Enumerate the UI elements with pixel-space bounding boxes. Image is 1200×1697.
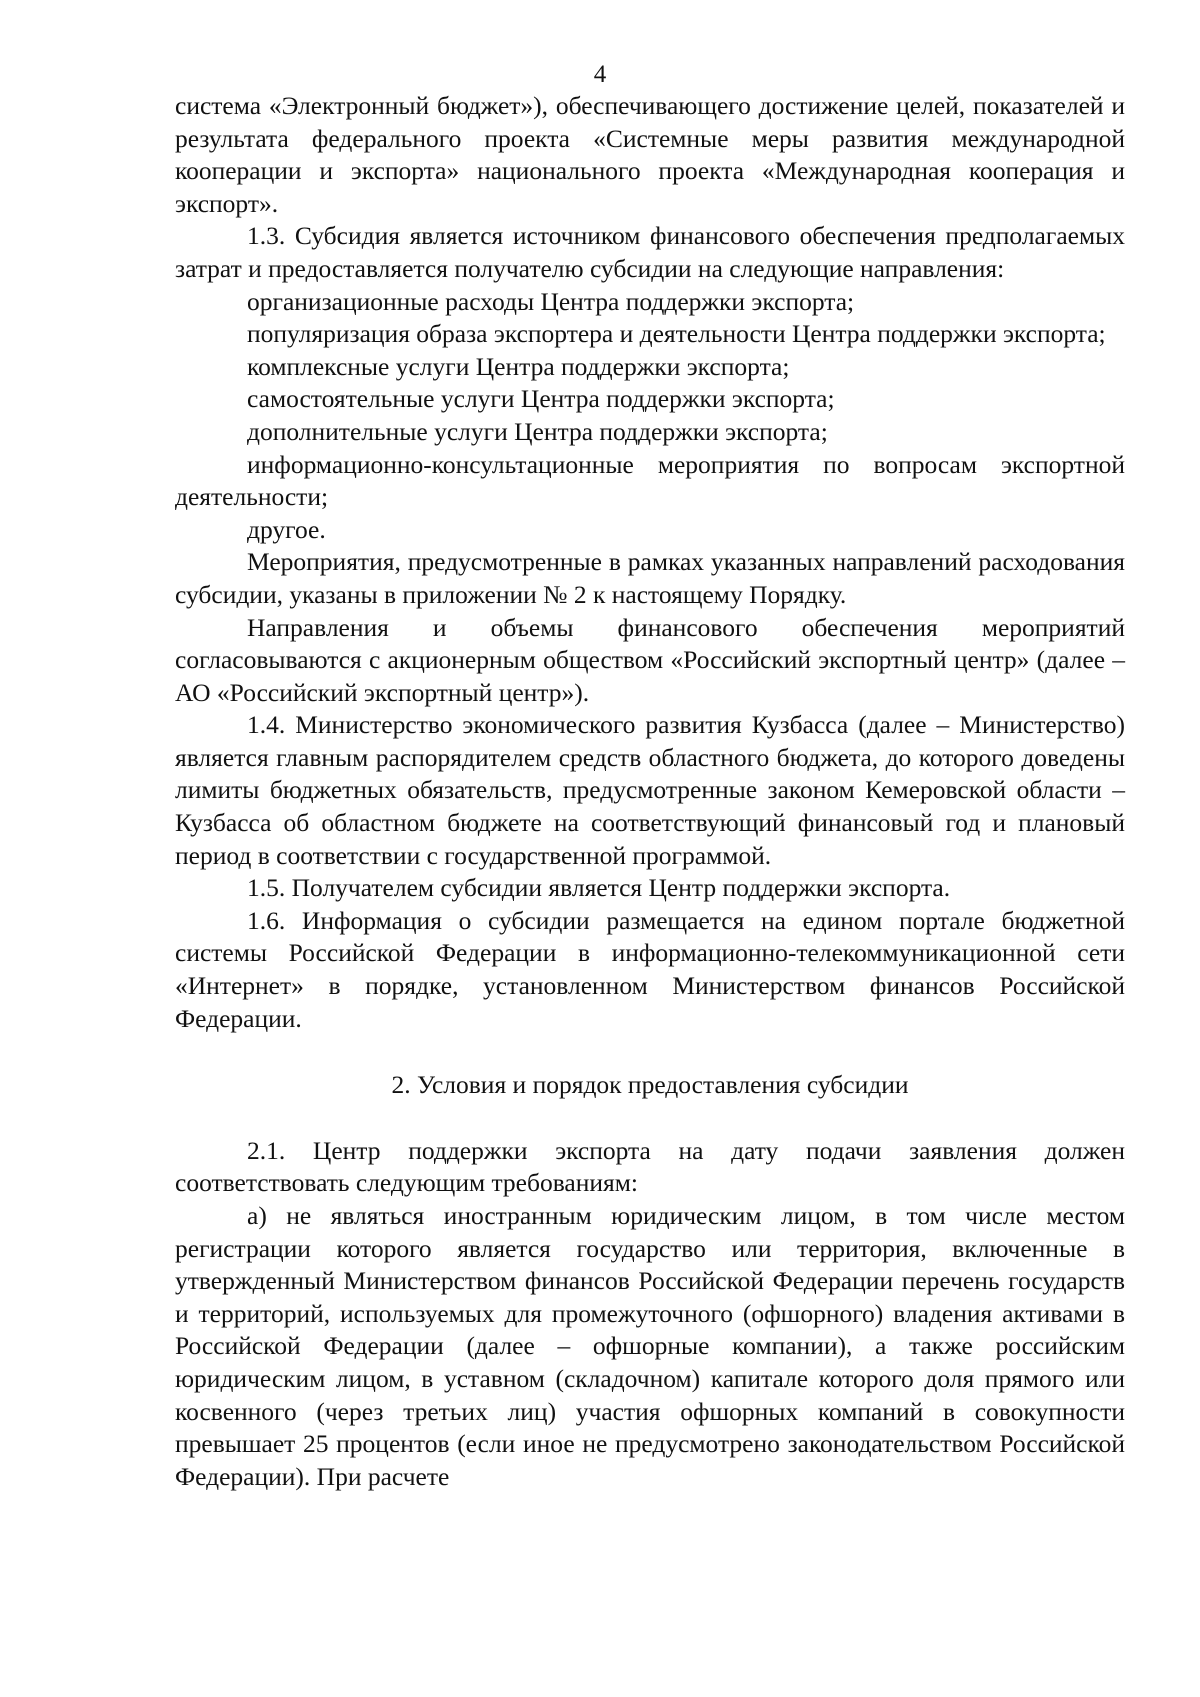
paragraph-1-3: 1.3. Субсидия является источником финансового обеспечения предполагаемых затрат и предоставляется получателю субсидии на следующие направления: bbox=[175, 221, 1125, 283]
list-item-popularization: популяризация образа экспортера и деятельности Центра поддержки экспорта; bbox=[247, 319, 1106, 349]
list-item-consulting-events: информационно-консультационные мероприятия по вопросам экспортной деятельности; bbox=[175, 449, 1125, 512]
document-body bbox=[175, 90, 1125, 1493]
page-number: 4 bbox=[593, 61, 607, 88]
list-item-organizational-expenses: организационные расходы Центра поддержки экспорта; bbox=[247, 286, 855, 316]
paragraph-2-1: 2.1. Центр поддержки экспорта на дату подачи заявления должен соответствовать следующим требованиям: bbox=[175, 1135, 1125, 1198]
list-item-complex-services: комплексные услуги Центра поддержки экспорта; bbox=[247, 351, 790, 381]
list-item-additional-services: дополнительные услуги Центра поддержки экспорта; bbox=[247, 416, 828, 446]
paragraph-1-5: 1.5. Получателем субсидии является Центр поддержки экспорта. bbox=[247, 873, 951, 903]
paragraph-events-appendix: Мероприятия, предусмотренные в рамках указанных направлений расходования субсидии, указаны в приложении № 2 к настоящему Порядку. bbox=[175, 547, 1125, 609]
list-item-other: другое. bbox=[247, 514, 326, 544]
section-heading: 2. Условия и порядок предоставления субсидии bbox=[391, 1070, 909, 1100]
paragraph-directions-volumes: Направления и объемы финансового обеспечения мероприятий согласовываются с акционерным обществом «Российский экспортный центр» (далее – АО «Российский экспортный центр»). bbox=[175, 612, 1125, 707]
paragraph-continuation: система «Электронный бюджет»), обеспечивающего достижение целей, показателей и результата федерального проекта «Системные меры развития международной кооперации и экспорта» национального проекта «Международная кооперация и экспорт». bbox=[175, 91, 1125, 218]
paragraph-1-4: 1.4. Министерство экономического развития Кузбасса (далее – Министерство) является главным распорядителем средств областного бюджета, до которого доведены лимиты бюджетных обязательств, предусмотренные законом Кемеровской области – Кузбасса об областном бюджете на соответствующий финансовый год и плановый период в соответствии с государственной программой. bbox=[175, 710, 1125, 870]
paragraph-2-1-a: а) не являться иностранным юридическим лицом, в том числе местом регистрации которого является государство или территория, включенные в утвержденный Министерством финансов Российской Федерации перечень государств и территорий, используемых для промежуточного (офшорного) владения активами в Российской Федерации (далее – офшорные компании), а также российским юридическим лицом, в уставном (складочном) капитале которого доля прямого или косвенного (через третьих лиц) участия офшорных компаний в совокупности превышает 25 процентов (если иное не предусмотрено законодательством Российской Федерации). При расчете bbox=[175, 1201, 1125, 1491]
list-item-independent-services: самостоятельные услуги Центра поддержки экспорта; bbox=[247, 384, 835, 414]
paragraph-1-6: 1.6. Информация о субсидии размещается на едином портале бюджетной системы Российской Федерации в информационно-телекоммуникационной сети «Интернет» в порядке, установленном Министерством финансов Российской Федерации. bbox=[175, 905, 1125, 1033]
